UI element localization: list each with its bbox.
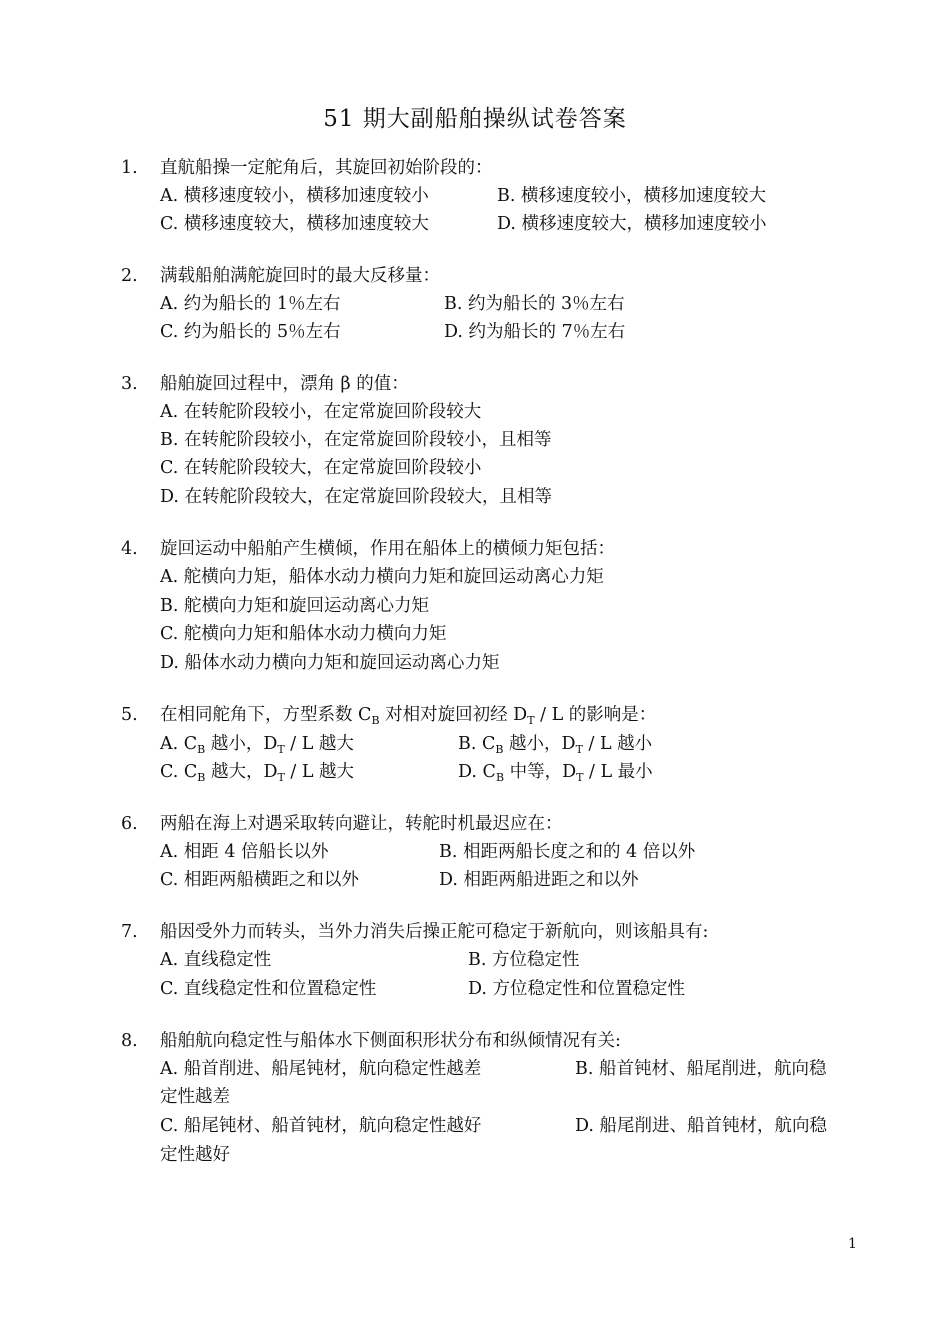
question-number: 4.	[121, 539, 138, 559]
page-title: 51 期大副船舶操纵试卷答案	[323, 106, 627, 132]
option-c: C. 船尾钝材、船首钝材，航向稳定性越好	[160, 1116, 482, 1136]
option-b: B. 船首钝材、船尾削进，航向稳	[575, 1059, 827, 1079]
question-stem: 船舶旋回过程中，漂角 β 的值：	[160, 374, 409, 394]
question-stem: 旋回运动中船舶产生横倾，作用在船体上的横倾力矩包括：	[160, 539, 615, 559]
option-b: B. $C_B$ 越小，$D_T$ / L 越小	[458, 734, 653, 756]
question-number: 5.	[121, 705, 138, 725]
option-b: B. 横移速度较小，横移加速度较大	[497, 186, 766, 206]
option-b: B. 舵横向力矩和旋回运动离心力矩	[160, 596, 429, 616]
option-a: A. 约为船长的 1％左右	[160, 294, 341, 314]
question-stem: 船舶航向稳定性与船体水下侧面积形状分布和纵倾情况有关:	[160, 1031, 621, 1051]
option-c: C. $C_B$ 越大，$D_T$ / L 越大	[160, 762, 355, 784]
question-stem: 直航船操一定舵角后，其旋回初始阶段的：	[160, 158, 493, 178]
option-c: C. 横移速度较大，横移加速度较大	[160, 214, 429, 234]
option-c: C. 舵横向力矩和船体水动力横向力矩	[160, 624, 447, 644]
option-d: D. 横移速度较大，横移加速度较小	[497, 214, 767, 234]
question-number: 1.	[121, 158, 138, 178]
option-d: D. 船尾削进、船首钝材，航向稳	[575, 1116, 828, 1136]
option-a: A. 直线稳定性	[160, 950, 272, 970]
option-d: D. $C_B$ 中等，$D_T$ / L 最小	[458, 762, 653, 784]
option-a: A. 横移速度较小，横移加速度较小	[160, 186, 429, 206]
option-c: C. 直线稳定性和位置稳定性	[160, 979, 377, 999]
option-a: A. $C_B$ 越小，$D_T$ / L 越大	[160, 734, 354, 756]
option-c: C. 约为船长的 5％左右	[160, 322, 341, 342]
question-number: 8.	[121, 1031, 138, 1051]
option-a: A. 在转舵阶段较小，在定常旋回阶段较大	[160, 402, 482, 422]
option-d: D. 在转舵阶段较大，在定常旋回阶段较大，且相等	[160, 487, 553, 507]
question-stem: 满载船舶满舵旋回时的最大反移量：	[160, 266, 440, 286]
option-a: A. 船首削进、船尾钝材，航向稳定性越差	[160, 1059, 482, 1079]
option-b: B. 相距两船长度之和的 4 倍以外	[439, 842, 696, 862]
question-stem: 在相同舵角下，方型系数 $C_B$ 对相对旋回初经 $D_T$ / L 的影响是：	[160, 705, 657, 727]
option-c: C. 相距两船横距之和以外	[160, 870, 359, 890]
option-d: D. 相距两船进距之和以外	[439, 870, 639, 890]
option-a: A. 舵横向力矩，船体水动力横向力矩和旋回运动离心力矩	[160, 567, 604, 587]
option-d: D. 约为船长的 7％左右	[444, 322, 626, 342]
page-number: 1	[848, 1236, 857, 1252]
option-c: C. 在转舵阶段较大，在定常旋回阶段较小	[160, 458, 482, 478]
question-stem: 两船在海上对遇采取转向避让，转舵时机最迟应在：	[160, 814, 563, 834]
option-d: D. 船体水动力横向力矩和旋回运动离心力矩	[160, 653, 500, 673]
option-b: B. 方位稳定性	[468, 950, 580, 970]
option-d: D. 方位稳定性和位置稳定性	[468, 979, 686, 999]
option-b: B. 约为船长的 3％左右	[444, 294, 625, 314]
question-number: 3.	[121, 374, 138, 394]
question-stem: 船因受外力而转头，当外力消失后操正舵可稳定于新航向，则该船具有:	[160, 922, 709, 942]
question-number: 2.	[121, 266, 138, 286]
option-d-continued: 定性越好	[160, 1145, 230, 1165]
question-number: 6.	[121, 814, 138, 834]
option-b-continued: 定性越差	[160, 1087, 230, 1107]
question-number: 7.	[121, 922, 138, 942]
option-b: B. 在转舵阶段较小，在定常旋回阶段较小，且相等	[160, 430, 552, 450]
option-a: A. 相距 4 倍船长以外	[160, 842, 329, 862]
